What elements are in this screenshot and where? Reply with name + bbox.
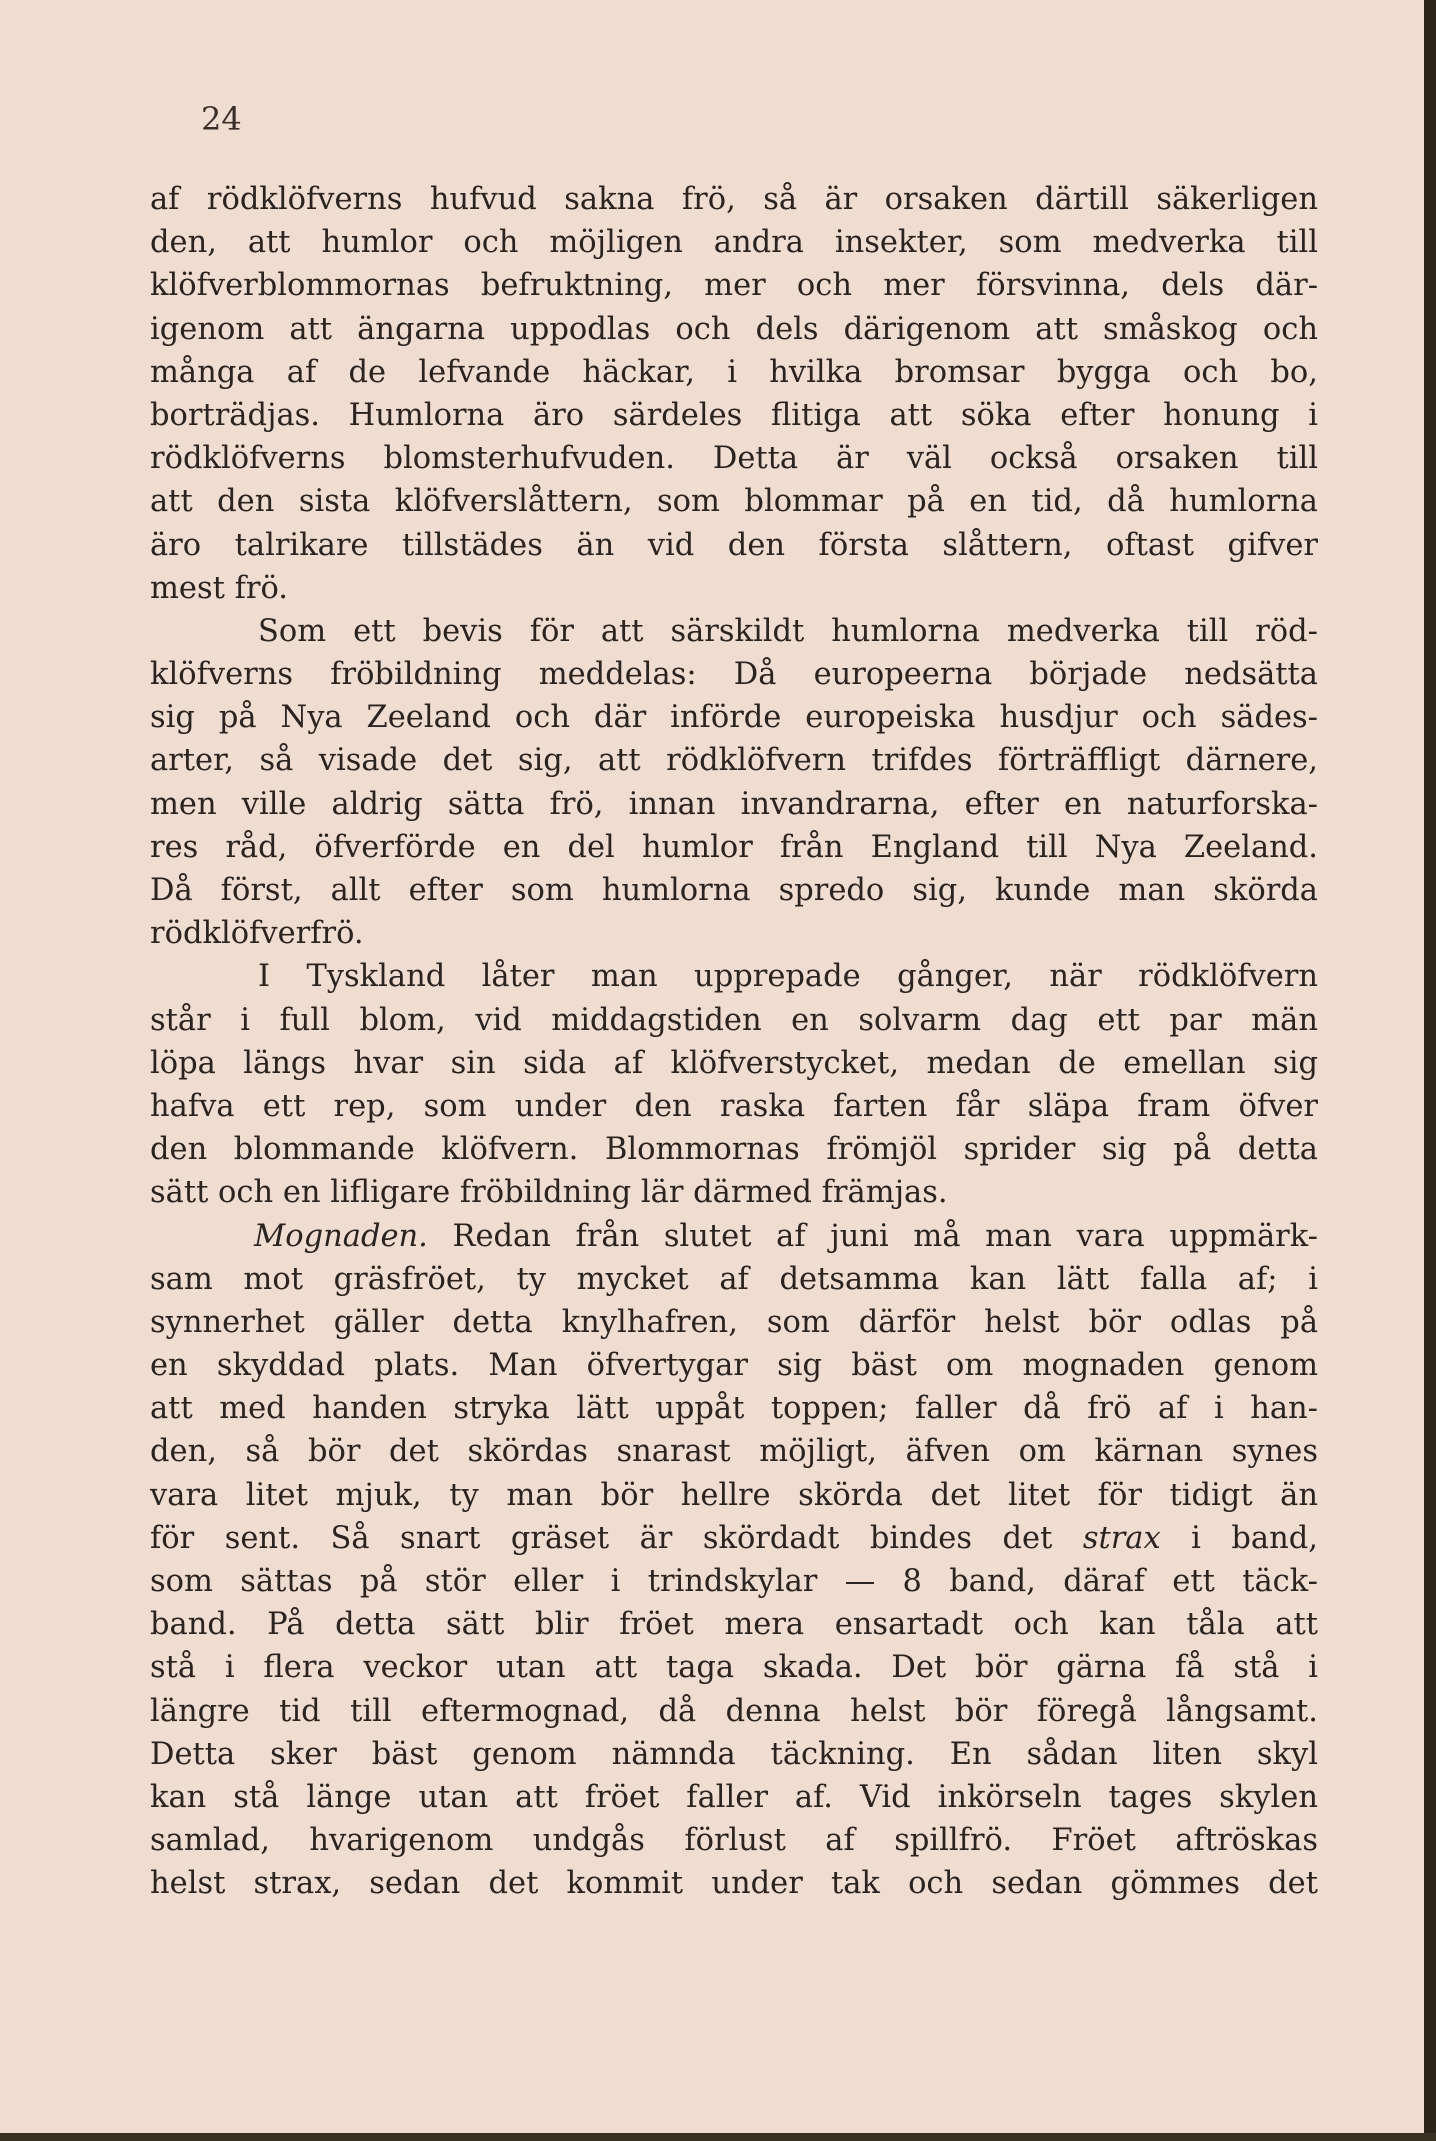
text-line: rödklöfverns blomsterhufvuden. Detta är väl också orsaken till — [150, 441, 1318, 477]
text-line: Som ett bevis för att särskildt humlorna medverka till röd- — [258, 613, 1318, 649]
text-line: sam mot gräsfröet, ty mycket af detsamma kan lätt falla af; i — [150, 1261, 1318, 1297]
text-line: igenom att ängarna uppodlas och dels därigenom att småskog och — [150, 311, 1318, 347]
page-number: 24 — [201, 100, 242, 138]
text-line-end: i band, — [1191, 1520, 1318, 1556]
text-line: helst strax, sedan det kommit under tak och sedan gömmes det — [150, 1866, 1318, 1902]
text-line: rödklöfverfrö. — [150, 916, 364, 952]
text-line: klöfverns fröbildning meddelas: Då europeerna började nedsätta — [150, 657, 1318, 693]
text-line: att den sista klöfverslåttern, som blommar på en tid, då humlorna — [150, 484, 1318, 520]
text-line-strax — [150, 1517, 1318, 1560]
text-line: samlad, hvarigenom undgås förlust af spillfrö. Fröet aftröskas — [150, 1823, 1318, 1859]
text-line: den blommande klöfvern. Blommornas frömjöl sprider sig på detta — [150, 1132, 1318, 1168]
text-line: längre tid till eftermognad, då denna helst bör föregå långsamt. — [150, 1693, 1318, 1729]
text-line-start: för sent. Så snart gräset är skördadt bindes det — [150, 1520, 1053, 1556]
text-line: löpa längs hvar sin sida af klöfverstycket, medan de emellan sig — [150, 1045, 1318, 1081]
text-line-mognaden — [150, 1215, 1318, 1258]
text-line: Detta sker bäst genom nämnda täckning. En sådan liten skyl — [150, 1736, 1318, 1772]
text-line: en skyddad plats. Man öfvertygar sig bäst om mognaden genom — [150, 1348, 1318, 1384]
text-line: som sättas på stör eller i trindskylar — 8 band, däraf ett täck- — [150, 1564, 1318, 1599]
text-line: band. På detta sätt blir fröet mera ensartadt och kan tåla att — [150, 1607, 1318, 1643]
text-line: sig på Nya Zeeland och där införde europeiska husdjur och sädes- — [150, 700, 1318, 736]
text-line: hafva ett rep, som under den raska farten får släpa fram öfver — [150, 1088, 1318, 1124]
text-line: kan stå länge utan att fröet faller af. Vid inkörseln tages skylen — [150, 1779, 1318, 1815]
text-line-rest: Redan från slutet af juni må man vara uppmärk- — [452, 1218, 1318, 1254]
text-line: Då först, allt efter som humlorna spredo sig, kunde man skörda — [150, 873, 1318, 908]
text-line: den, att humlor och möjligen andra insekter, som medverka till — [150, 225, 1318, 261]
page-edge-bottom — [0, 2133, 1436, 2141]
text-line: res råd, öfverförde en del humlor från England till Nya Zeeland. — [150, 829, 1318, 865]
text-line: af rödklöfverns hufvud sakna frö, så är orsaken därtill säkerligen — [150, 182, 1318, 217]
text-line: arter, så visade det sig, att rödklöfvern trifdes förträffligt därnere, — [150, 743, 1318, 779]
text-line: sätt och en lifligare fröbildning lär därmed främjas. — [150, 1175, 948, 1211]
text-line: står i full blom, vid middagstiden en solvarm dag ett par män — [150, 1002, 1318, 1038]
text-line: äro talrikare tillstädes än vid den första slåttern, oftast gifver — [150, 527, 1318, 563]
text-line: den, så bör det skördas snarast möjligt, äfven om kärnan synes — [150, 1434, 1318, 1470]
text-line: vara litet mjuk, ty man bör hellre skörda det litet för tidigt än — [150, 1477, 1318, 1513]
italic-word-strax: strax — [1082, 1520, 1161, 1556]
text-line: synnerhet gäller detta knylhafren, som därför helst bör odlas på — [150, 1304, 1318, 1340]
page-edge-right — [1424, 0, 1436, 2141]
text-line: borträdjas. Humlorna äro särdeles flitiga att söka efter honung i — [150, 397, 1318, 433]
text-line: att med handen stryka lätt uppåt toppen; faller då frö af i han- — [150, 1391, 1318, 1427]
body-text — [150, 178, 1318, 1906]
text-line: många af de lefvande häckar, i hvilka bromsar bygga och bo, — [150, 354, 1318, 390]
text-line: I Tyskland låter man upprepade gånger, när rödklöfvern — [258, 959, 1318, 995]
text-line: klöfverblommornas befruktning, mer och mer försvinna, dels där- — [150, 268, 1318, 304]
section-heading-mognaden: Mognaden. — [254, 1218, 428, 1254]
text-line: men ville aldrig sätta frö, innan invandrarna, efter en naturforska- — [150, 786, 1318, 822]
text-line: stå i flera veckor utan att taga skada. Det bör gärna få stå i — [150, 1650, 1318, 1686]
text-line: mest frö. — [150, 570, 288, 606]
